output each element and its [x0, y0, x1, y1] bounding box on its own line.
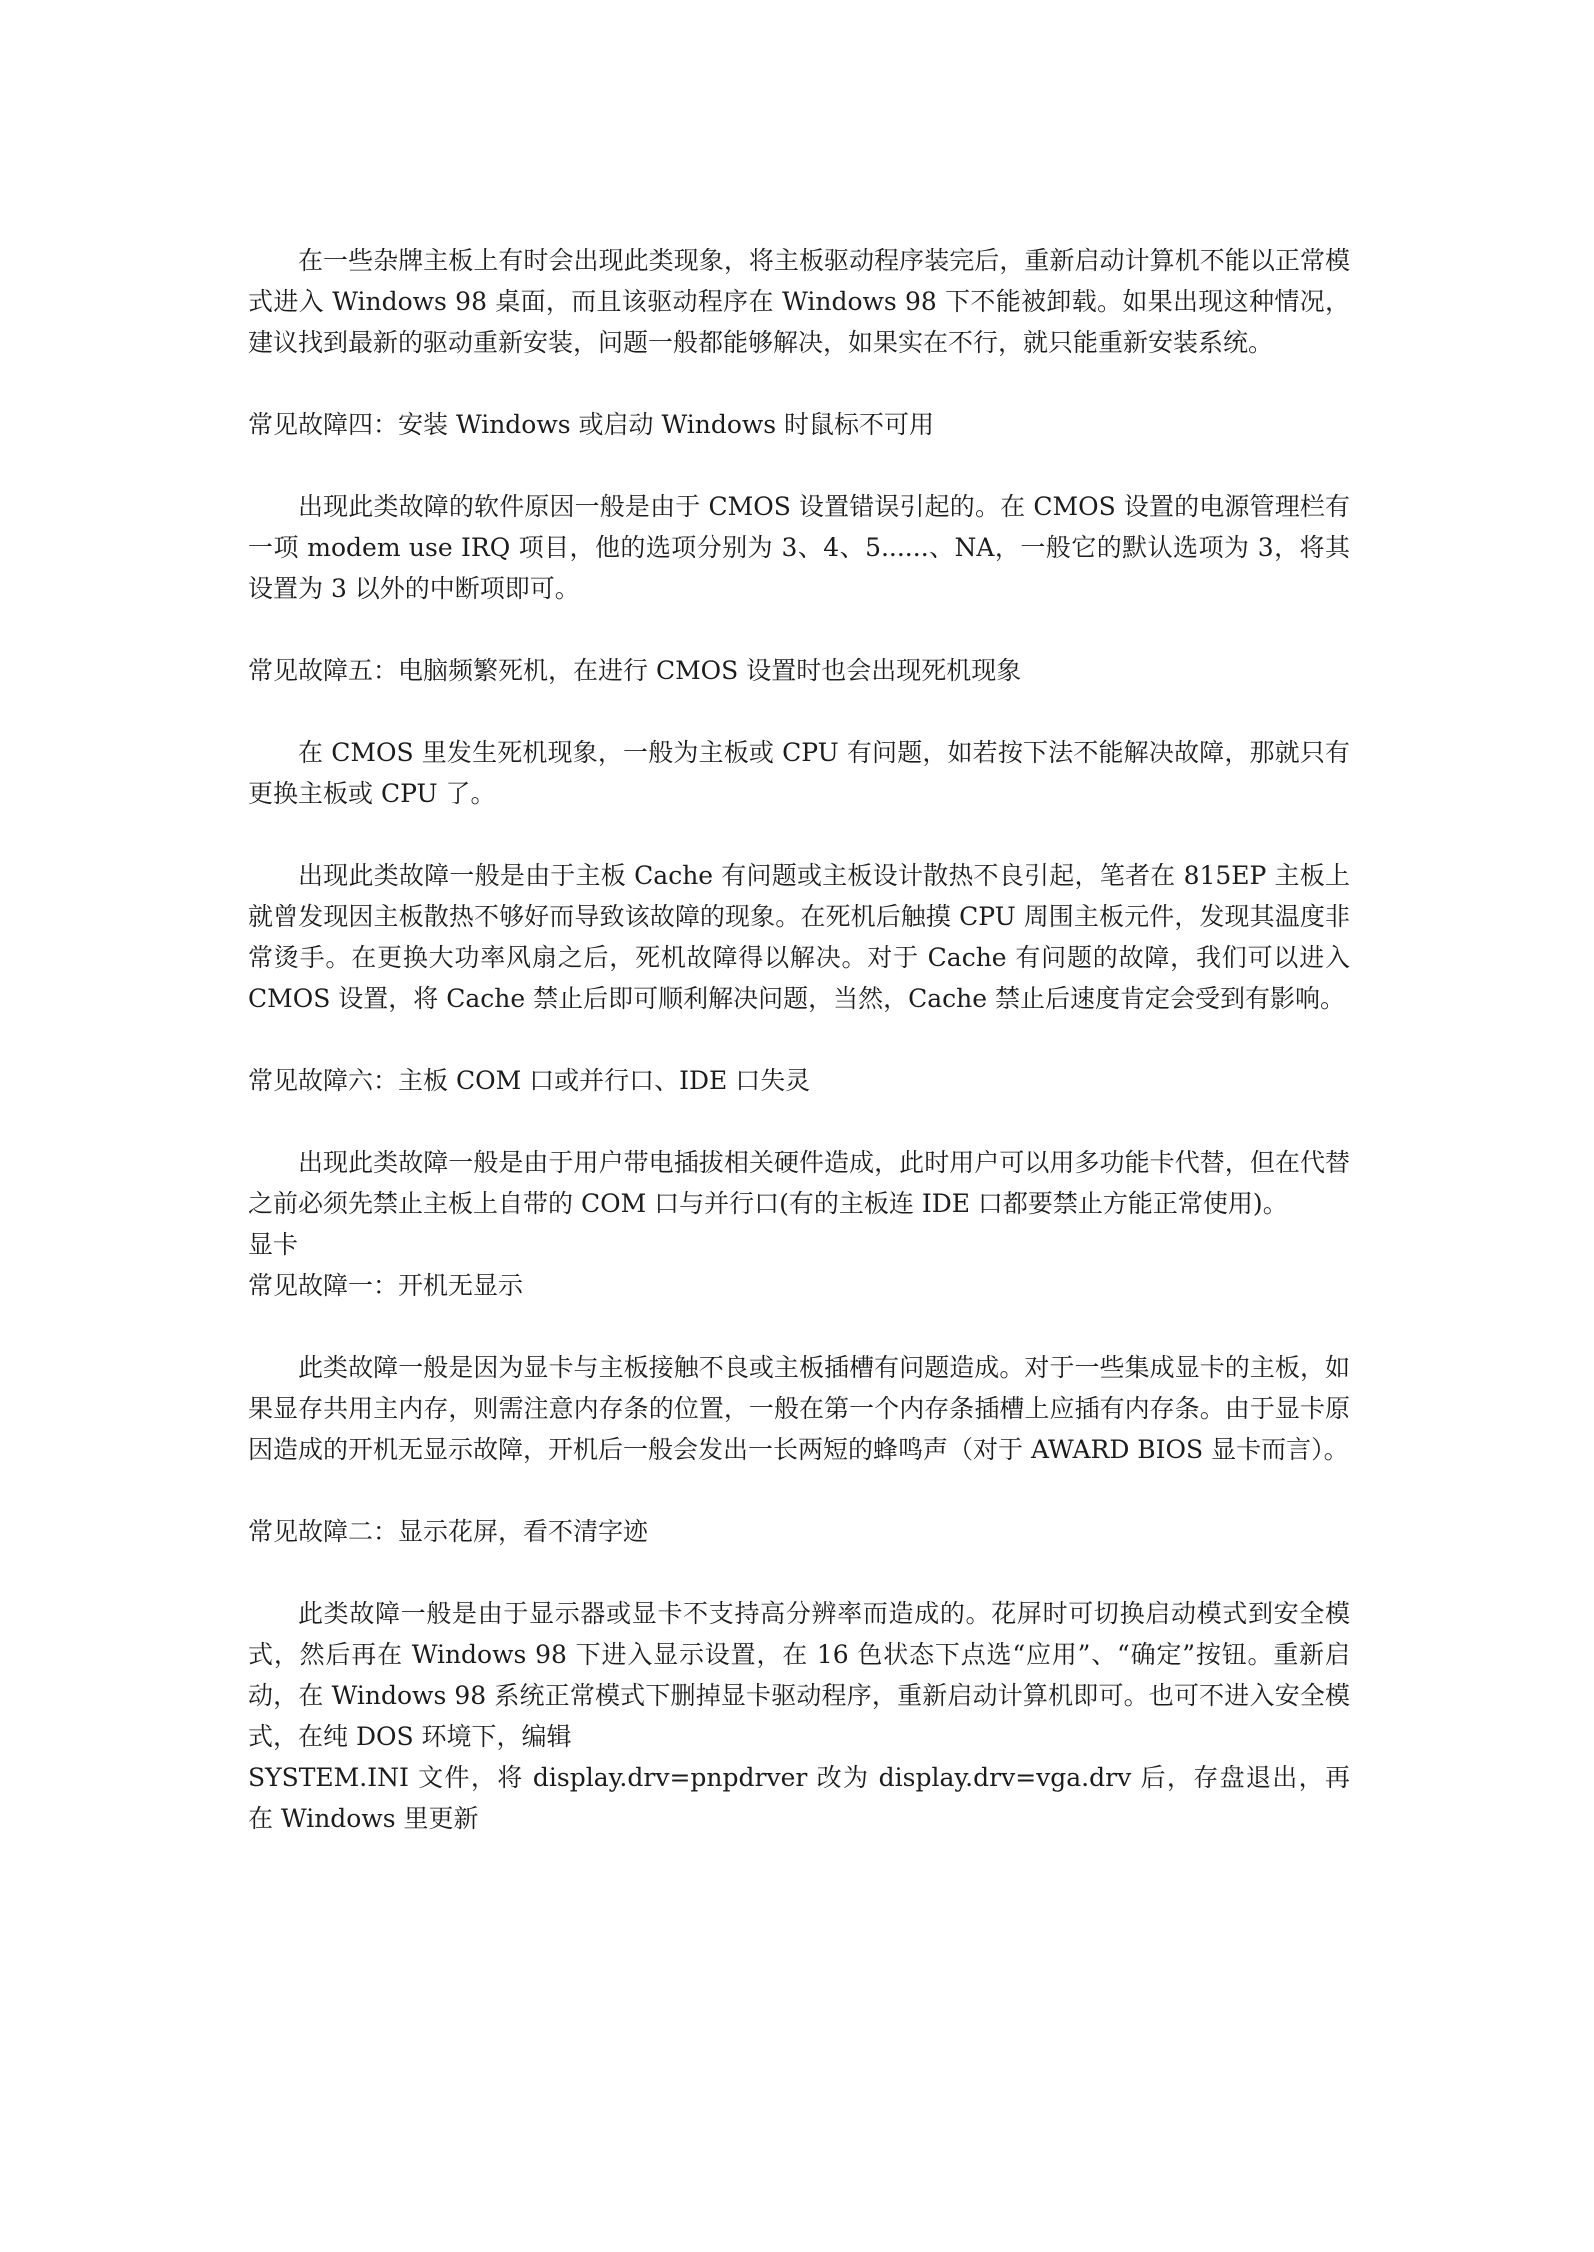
document-body — [248, 240, 1350, 1839]
section-heading-gpu: 显卡 — [248, 1230, 299, 1259]
paragraph-no-display: 此类故障一般是因为显卡与主板接触不良或主板插槽有问题造成。对于一些集成显卡的主板，如果显存共用主内存，则需注意内存条的位置，一般在第一个内存条插槽上应插有内存条。由于显卡原因造成的开机无显示故障，开机后一般会发出一长两短的蜂鸣声（对于 AWARD BIOS 显卡而言）。 — [248, 1353, 1350, 1464]
paragraph-cmos-crash: 在 CMOS 里发生死机现象，一般为主板或 CPU 有问题，如若按下法不能解决故障，那就只有更换主板或 CPU 了。 — [248, 738, 1350, 808]
paragraph-driver-reinstall: 在一些杂牌主板上有时会出现此类现象，将主板驱动程序装完后，重新启动计算机不能以正常模式进入 Windows 98 桌面，而且该驱动程序在 Windows 98 下不能被卸载。如果出现这种情况，建议找到最新的驱动重新安装，问题一般都能够解决，如果实在不行，就只能重新安装系统。 — [248, 246, 1350, 357]
paragraph-com-ide: 出现此类故障一般是由于用户带电插拔相关硬件造成，此时用户可以用多功能卡代替，但在代替之前必须先禁止主板上自带的 COM 口与并行口(有的主板连 IDE 口都要禁止方能正常使用)。 — [248, 1148, 1350, 1218]
heading-fault-4: 常见故障四：安装 Windows 或启动 Windows 时鼠标不可用 — [248, 410, 935, 439]
heading-fault-5: 常见故障五：电脑频繁死机，在进行 CMOS 设置时也会出现死机现象 — [248, 656, 1022, 685]
heading-fault-6: 常见故障六：主板 COM 口或并行口、IDE 口失灵 — [248, 1066, 811, 1095]
heading-gpu-fault-2: 常见故障二：显示花屏，看不清字迹 — [248, 1517, 649, 1546]
paragraph-garbled-screen: 此类故障一般是由于显示器或显卡不支持高分辨率而造成的。花屏时可切换启动模式到安全模式，然后再在 Windows 98 下进入显示设置，在 16 色状态下点选“应用”、“确定”按钮。重新启动，在 Windows 98 系统正常模式下删掉显卡驱动程序，重新启动计算机即可。也可不进入安全模式，在纯 DOS 环境下，编辑 — [248, 1599, 1350, 1751]
paragraph-cache-heat: 出现此类故障一般是由于主板 Cache 有问题或主板设计散热不良引起，笔者在 815EP 主板上就曾发现因主板散热不够好而导致该故障的现象。在死机后触摸 CPU 周围主板元件，发现其温度非常烫手。在更换大功率风扇之后，死机故障得以解决。对于 Cache 有问题的故障，我们可以进入 CMOS 设置，将 Cache 禁止后即可顺利解决问题，当然，Cache 禁止后速度肯定会受到有影响。 — [248, 861, 1350, 1013]
paragraph-mouse-cmos: 出现此类故障的软件原因一般是由于 CMOS 设置错误引起的。在 CMOS 设置的电源管理栏有一项 modem use IRQ 项目，他的选项分别为 3、4、5......、NA，一般它的默认选项为 3，将其设置为 3 以外的中断项即可。 — [248, 492, 1350, 603]
paragraph-system-ini: SYSTEM.INI 文件，将 display.drv=pnpdrver 改为 display.drv=vga.drv 后，存盘退出，再在 Windows 里更新 — [248, 1763, 1350, 1833]
heading-gpu-fault-1: 常见故障一：开机无显示 — [248, 1271, 524, 1300]
